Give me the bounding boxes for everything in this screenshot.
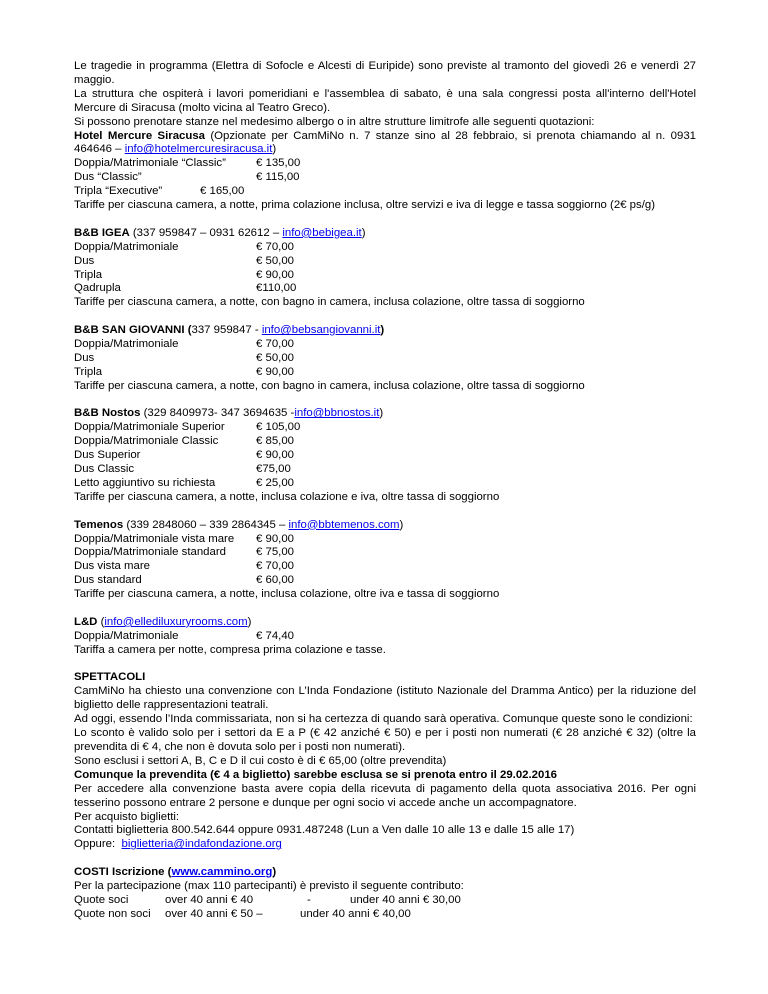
ld-close: ) [247,615,252,628]
bb-nostos-note: Tariffe per ciascuna camera, a notte, inclusa colazione e iva, oltre tassa di soggiorno [74,490,500,503]
spacer [74,505,696,519]
rate-row [74,255,696,269]
bb-igea-contact: (337 959847 – 0931 62612 – [129,226,283,239]
bb-sangiovanni-email-link[interactable]: info@bebsangiovanni.it [261,324,381,337]
bb-igea-name: B&B IGEA [74,226,130,239]
spacer [74,852,696,866]
rate-row [74,241,696,255]
rate-label: Dus Superior [74,449,141,462]
bb-nostos-name: B&B Nostos [74,407,141,420]
rate-row [74,630,696,644]
biglietteria-email-link[interactable]: biglietteria@indafondazione.org [121,838,282,851]
rate-row [74,435,696,449]
spettacoli-paragraph-9 [74,838,696,852]
bb-sangiovanni-name: B&B SAN GIOVANNI ( [74,324,192,337]
quote-row [74,894,696,908]
intro-paragraph-3: Si possono prenotare stanze nel medesimo albergo o in altre strutture limitrofe alle seguenti quotazioni: [74,115,595,128]
rate-label: Doppia/Matrimoniale [74,629,179,642]
rate-price: € 50,00 [256,351,295,364]
rate-row [74,533,696,547]
rate-row [74,185,696,199]
cammino-website-link[interactable]: www.cammino.org [171,866,273,879]
temenos-name: Temenos [74,518,124,531]
hotel-mercure-close: ) [272,143,277,156]
rate-row [74,463,696,477]
bb-nostos-rates [74,421,696,490]
rate-price: €110,00 [256,282,297,295]
rate-label: Dus “Classic” [74,171,142,184]
rate-label: Doppia/Matrimoniale Superior [74,421,225,434]
quote-who: Quote non soci [74,907,151,920]
spettacoli-paragraph-5 [74,769,696,783]
temenos-heading [74,519,696,533]
rate-row [74,477,696,491]
rate-row [74,171,696,185]
rate-price: € 105,00 [256,421,301,434]
ld-heading [74,616,696,630]
spettacoli-prevendita-note: Comunque la prevendita (€ 4 a biglietto) sarebbe esclusa se si prenota entro il 29.02.2016 [74,768,558,781]
rate-row [74,546,696,560]
rate-price: € 50,00 [256,254,295,267]
bb-igea-rates [74,241,696,297]
spacer [74,310,696,324]
bb-nostos-contact: (329 8409973- 347 3694635 - [140,407,295,420]
quote-under: under 40 anni € 30,00 [350,893,461,906]
bb-sangiovanni-heading [74,324,696,338]
rate-price: € 70,00 [256,560,295,573]
rate-row [74,366,696,380]
rate-row [74,352,696,366]
rate-label: Doppia/Matrimoniale [74,337,179,350]
hotel-mercure-heading [74,130,696,158]
bb-igea-close: ) [361,226,366,239]
rate-row [74,449,696,463]
rate-price: € 90,00 [256,365,295,378]
rate-row [74,421,696,435]
rate-label: Doppia/Matrimoniale vista mare [74,532,235,545]
document-body [74,60,696,922]
spettacoli-title-text: SPETTACOLI [74,671,146,684]
rate-price: € 135,00 [256,157,301,170]
spettacoli-paragraph-4: Sono esclusi i settori A, B, C e D il cui costo è di € 65,00 (oltre prevendita) [74,754,447,767]
hotel-mercure-rates [74,157,696,199]
costi-title [74,866,696,880]
quote-over: over 40 anni € 40 [165,893,254,906]
rate-price: € 165,00 [200,185,245,198]
spettacoli-paragraph-1: CamMiNo ha chiesto una convenzione con L’Inda Fondazione (istituto Nazionale del Dramma Antico) per la riduzione del biglietto delle rappresentazioni teatrali. [74,685,696,712]
bb-sangiovanni-contact: 337 959847 - [191,324,262,337]
rate-label: Dus Classic [74,463,135,476]
rate-label: Doppia/Matrimoniale Classic [74,435,219,448]
rate-label: Dus [74,351,95,364]
rate-label: Tripla [74,365,103,378]
spacer [74,602,696,616]
spettacoli-paragraph-8: Contatti biglietteria 800.542.644 oppure 0931.487248 (Lun a Ven dalle 10 alle 13 e dalle 15 alle 17) [74,824,575,837]
bb-nostos-heading [74,407,696,421]
spacer [74,394,696,408]
quote-under: under 40 anni € 40,00 [300,907,411,920]
bb-nostos-email-link[interactable]: info@bbnostos.it [294,407,380,420]
ld-email-link[interactable]: info@ellediluxuryrooms.com [104,615,248,628]
rate-label: Tripla “Executive” [74,185,163,198]
bb-igea-note: Tariffe per ciascuna camera, a notte, con bagno in camera, inclusa colazione, oltre tassa di soggiorno [74,296,585,309]
hotel-mercure-description: (Opzionate per CamMiNo n. 7 stanze sino al 28 febbraio, si prenota chiamando al n. 0931 464646 – [74,129,696,156]
rate-price: € 70,00 [256,337,295,350]
spettacoli-paragraph-7: Per acquisto biglietti: [74,810,180,823]
intro-paragraph-1: Le tragedie in programma (Elettra di Sofocle e Alcesti di Euripide) sono previste al tramonto del giovedì 26 e venerdì 27 maggio. [74,60,696,86]
rate-price: € 75,00 [256,546,295,559]
ld-rates [74,630,696,644]
bb-nostos-close: ) [379,407,384,420]
hotel-mercure-note: Tariffe per ciascuna camera, a notte, prima colazione inclusa, oltre servizi e iva di legge e tassa soggiorno (2€ ps/g) [74,199,656,212]
bb-sangiovanni-close: ) [380,324,385,337]
rate-row [74,560,696,574]
intro-paragraph-2: La struttura che ospiterà i lavori pomeridiani e l'assemblea di sabato, è una sala congressi posta all'interno dell'Hotel Mercure di Siracusa (molto vicina al Teatro Greco). [74,87,696,114]
rate-row [74,282,696,296]
bb-sangiovanni-note: Tariffe per ciascuna camera, a notte, con bagno in camera, inclusa colazione, oltre tassa di soggiorno [74,379,585,392]
rate-price: € 90,00 [256,449,295,462]
rate-label: Dus vista mare [74,560,150,573]
temenos-email-link[interactable]: info@bbtemenos.com [288,518,400,531]
hotel-mercure-name: Hotel Mercure Siracusa [74,129,206,142]
rate-label: Doppia/Matrimoniale standard [74,546,226,559]
quote-row [74,908,696,922]
spettacoli-paragraph-2: Ad oggi, essendo l’Inda commissariata, non si ha certezza di quando sarà operativa. Comunque queste sono le condizioni: [74,713,693,726]
spettacoli-paragraph-6: Per accedere alla convenzione basta avere copia della ricevuta di pagamento della quota associativa 2016. Per ogni tesserino possono entrare 2 persone e dunque per ogni socio vi accede anche un accompagnatore. [74,782,696,809]
rate-price: € 115,00 [256,171,300,184]
bb-igea-email-link[interactable]: info@bebigea.it [282,226,362,239]
spacer [74,658,696,672]
hotel-mercure-email-link[interactable]: info@hotelmercuresiracusa.it [124,143,273,156]
ld-name: L&D [74,615,98,628]
rate-label: Doppia/Matrimoniale “Classic” [74,157,226,170]
rate-row [74,269,696,283]
spettacoli-title [74,671,696,685]
rate-price: € 74,40 [256,629,295,642]
rate-row [74,574,696,588]
temenos-close: ) [399,518,404,531]
ld-open: ( [97,615,105,628]
bb-sangiovanni-rates [74,338,696,380]
spettacoli-oppure: Oppure: [74,838,122,851]
rate-price: € 70,00 [256,240,295,253]
rate-price: €75,00 [256,463,291,476]
rate-price: € 25,00 [256,476,295,489]
quote-who: Quote soci [74,893,129,906]
rate-price: € 90,00 [256,532,295,545]
costi-title-text: COSTI Iscrizione ( [74,866,172,879]
rate-label: Dus standard [74,574,142,587]
temenos-contact: (339 2848060 – 339 2864345 – [123,518,289,531]
rate-label: Letto aggiuntivo su richiesta [74,476,216,489]
rate-row [74,157,696,171]
spettacoli-paragraph-3: Lo sconto è valido solo per i settori da E a P (€ 42 anziché € 50) e per i posti non numerati (€ 28 anziché € 32) (oltre la prevendita di € 4, che non è dovuta solo per i posti non numerati). [74,727,696,753]
rate-label: Doppia/Matrimoniale [74,240,179,253]
rate-row [74,338,696,352]
rate-label: Tripla [74,268,103,281]
quote-over: over 40 anni € 50 – [165,907,263,920]
spacer [74,213,696,227]
temenos-rates [74,533,696,589]
rate-price: € 90,00 [256,268,295,281]
rate-price: € 60,00 [256,574,295,587]
costi-paragraph-1: Per la partecipazione (max 110 partecipanti) è previsto il seguente contributo: [74,880,464,893]
temenos-note: Tariffe per ciascuna camera, a notte, inclusa colazione, oltre iva e tassa di soggiorno [74,588,500,601]
quote-separator: - [307,893,311,906]
rate-label: Dus [74,254,95,267]
rate-price: € 85,00 [256,435,295,448]
bb-igea-heading [74,227,696,241]
ld-note: Tariffa a camera per notte, compresa prima colazione e tasse. [74,643,386,656]
costi-title-close: ) [272,866,277,879]
rate-label: Qadrupla [74,282,121,295]
